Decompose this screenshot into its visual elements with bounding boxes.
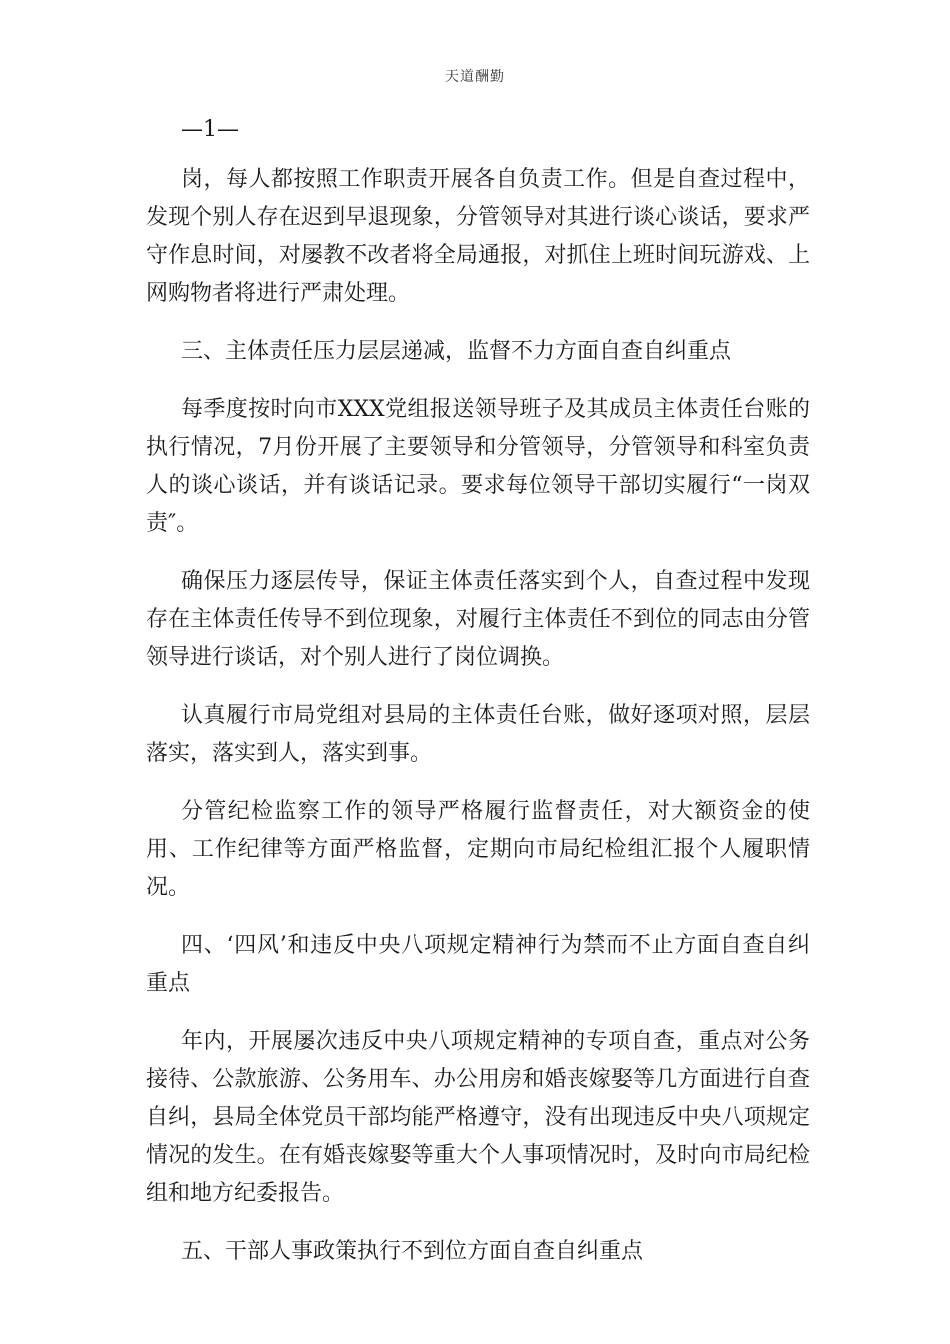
paragraph-6: 年内，开展屡次违反中央八项规定精神的专项自查，重点对公务接待、公款旅游、公务用车、办公用房和婚丧嫁娶等几方面进行自查自纠，县局全体党员干部均能严格遵守，没有出现违反中央八项规定情况的发生。在有婚丧嫁娶等重大个人事项情况时，及时向市局纪检组和地方纪委报告。: [146, 1029, 810, 1206]
section-heading-5: 五、干部人事政策执行不到位方面自查自纠重点: [181, 1239, 644, 1264]
page-header: 天道酬勤: [445, 69, 505, 85]
section-heading-4: 四、‘四风’和违反中央八项规定精神行为禁而不止方面自查自纠重点: [146, 933, 810, 996]
document-body: [146, 113, 810, 1291]
paragraph-3: 确保压力逐层传导，保证主体责任落实到个人，自查过程中发现存在主体责任传导不到位现象，对履行主体责任不到位的同志由分管领导进行谈话，对个别人进行了岗位调换。: [146, 569, 810, 670]
paragraph-2: 每季度按时向市XXX党组报送领导班子及其成员主体责任台账的执行情况，7月份开展了主要领导和分管领导，分管领导和科室负责人的谈心谈话，并有谈话记录。要求每位领导干部切实履行“一岗双责″。: [146, 397, 810, 536]
paragraph-5: 分管纪检监察工作的领导严格履行监督责任，对大额资金的使用、工作纪律等方面严格监督，定期向市局纪检组汇报个人履职情况。: [146, 799, 810, 900]
section-heading-3: 三、主体责任压力层层递减，监督不力方面自查自纠重点: [181, 339, 732, 364]
page-marker: —1—: [181, 117, 239, 142]
paragraph-4: 认真履行市局党组对县局的主体责任台账，做好逐项对照，层层落实，落实到人，落实到事。: [146, 703, 810, 766]
paragraph-1: 岗，每人都按照工作职责开展各自负责工作。但是自查过程中，发现个别人存在迟到早退现象，分管领导对其进行谈心谈话，要求严守作息时间，对屡教不改者将全局通报，对抓住上班时间玩游戏、上网购物者将进行严肃处理。: [146, 167, 810, 306]
